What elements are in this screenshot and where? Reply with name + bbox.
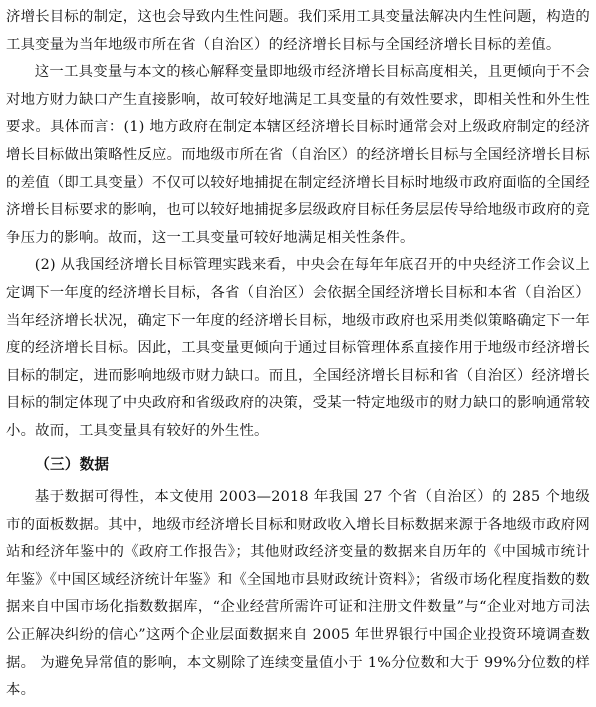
body-paragraph-4: 基于数据可得性，本文使用 2003—2018 年我国 27 个省（自治区）的 285 个地级市的面板数据。其中，地级市经济增长目标和财政收入增长目标数据来源于各地级市政府网站和经济年鉴中的《政府工作报告》；其他财政经济变量的数据来自历年的《中国城市统计年鉴》《中国区域经济统计年鉴》和《全国地市县财政统计资料》；省级市场化程度指数的数据来自中国市场化指数数据库，“企业经营所需许可证和注册文件数量”与“企业对地方司法公正解决纠纷的信心”这两个企业层面数据来自 2005 年世界银行中国企业投资环境调查数据。 为避免异常值的影响，本文剔除了连续变量值小于 1%分位数和大于 99%分位数的样本。: [6, 489, 590, 699]
body-paragraph-2: 这一工具变量与本文的核心解释变量即地级市经济增长目标高度相关，且更倾向于不会对地方财力缺口产生直接影响，故可较好地满足工具变量的有效性要求，即相关性和外生性要求。具体而言：(1) 地方政府在制定本辖区经济增长目标时通常会对上级政府制定的经济增长目标做出策略性反应。而地级市所在省（自治区）的经济增长目标与全国经济增长目标的差值（即工具变量）不仅可以较好地捕捉在制定经济增长目标时地级市政府面临的全国经济增长目标要求的影响，也可以较好地捕捉多层级政府目标任务层层传导给地级市政府的竞争压力的影响。故而，这一工具变量可较好地满足相关性条件。: [6, 64, 590, 246]
body-paragraph-1: 济增长目标的制定，这也会导致内生性问题。我们采用工具变量法解决内生性问题，构造的工具变量为当年地级市所在省（自治区）的经济增长目标与全国经济增长目标的差值。: [6, 9, 590, 53]
body-paragraph-3: (2) 从我国经济增长目标管理实践来看，中央会在每年年底召开的中央经济工作会议上定调下一年度的经济增长目标，各省（自治区）会依据全国经济增长目标和本省（自治区）当年经济增长状况，确定下一年度的经济增长目标，地级市政府也采用类似策略确定下一年度的经济增长目标。因此，工具变量更倾向于通过目标管理体系直接作用于地级市经济增长目标的制定，进而影响地级市财力缺口。而且，全国经济增长目标和省（自治区）经济增长目标的制定体现了中央政府和省级政府的决策，受某一特定地级市的财力缺口的影响通常较小。故而，工具变量具有较好的外生性。: [6, 257, 590, 439]
section-heading: （三）数据: [35, 455, 110, 473]
document-page: [6, 4, 590, 705]
